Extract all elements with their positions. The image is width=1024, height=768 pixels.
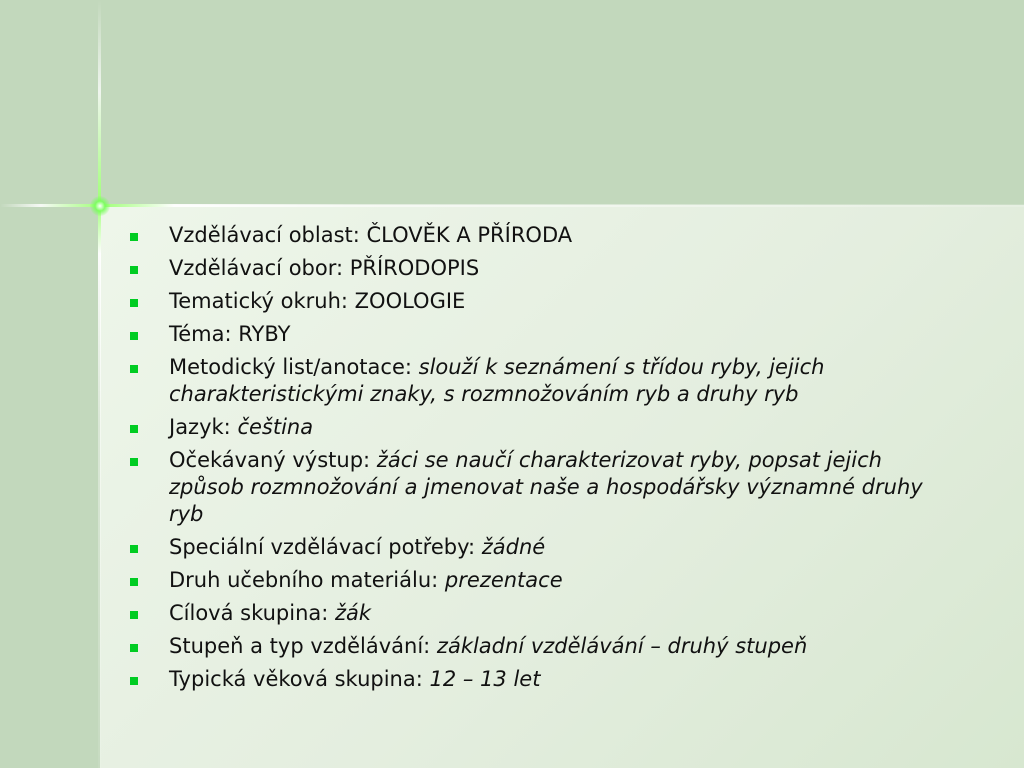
bullet-text [169, 255, 940, 282]
square-bullet-icon [130, 545, 138, 553]
bullet-label: Očekávaný výstup: [169, 448, 377, 472]
bullet-label: Metodický list/anotace: [169, 355, 419, 379]
bullet-text [169, 447, 940, 528]
bullet-item-jazyk [130, 414, 940, 441]
left-background-band [0, 205, 100, 768]
square-bullet-icon [130, 299, 138, 307]
bullet-label: Cílová skupina: [169, 601, 336, 625]
bullet-value: prezentace [444, 568, 563, 592]
square-bullet-icon [130, 611, 138, 619]
bullet-item-tematicky-okruh [130, 288, 940, 315]
bullet-value: žádné [481, 535, 546, 559]
bullet-item-stupen-typ [130, 633, 940, 660]
square-bullet-icon [130, 578, 138, 586]
bullet-text [169, 666, 940, 693]
bullet-label: Speciální vzdělávací potřeby: [169, 535, 482, 559]
bullet-value: 12 – 13 let [429, 667, 541, 691]
bullet-item-specialni-potreby [130, 534, 940, 561]
bullet-text [169, 354, 940, 408]
bullet-item-metodicky-list [130, 354, 940, 408]
bullet-label: Stupeň a typ vzdělávání: [169, 634, 437, 658]
bullet-label: Téma: RYBY [169, 322, 291, 346]
bullet-value: slouží k seznámení s třídou ryby, jejich charakteristickými znaky, s rozmnožováním ryb a druhy ryb [169, 355, 825, 406]
bullet-item-vekova-skupina [130, 666, 940, 693]
bullet-item-cilova-skupina [130, 600, 940, 627]
bullet-item-druh-materialu [130, 567, 940, 594]
bullet-text [169, 288, 940, 315]
square-bullet-icon [130, 332, 138, 340]
bullet-text [169, 600, 940, 627]
bullet-item-tema [130, 321, 940, 348]
top-background-band [0, 0, 1024, 205]
bullet-item-ocekavany-vystup [130, 447, 940, 528]
bullet-text [169, 534, 940, 561]
square-bullet-icon [130, 458, 138, 466]
square-bullet-icon [130, 644, 138, 652]
bullet-label: Typická věková skupina: [169, 667, 430, 691]
square-bullet-icon [130, 233, 138, 241]
bullet-value: žáci se naučí charakterizovat ryby, popsat jejich způsob rozmnožování a jmenovat naše a hospodářsky významné druhy ryb [169, 448, 923, 526]
bullet-label: Tematický okruh: ZOOLOGIE [169, 289, 466, 313]
square-bullet-icon [130, 266, 138, 274]
horizontal-sparkle-line [0, 204, 1024, 207]
bullet-item-vzdelavaci-obor [130, 255, 940, 282]
bullet-value: žák [335, 601, 372, 625]
bullet-text [169, 222, 940, 249]
bullet-label: Vzdělávací oblast: ČLOVĚK A PŘÍRODA [169, 223, 573, 247]
bullet-text [169, 633, 940, 660]
bullet-label: Vzdělávací obor: PŘÍRODOPIS [169, 256, 480, 280]
square-bullet-icon [130, 677, 138, 685]
bullet-label: Druh učebního materiálu: [169, 568, 445, 592]
bullet-text [169, 567, 940, 594]
vertical-sparkle-line [98, 0, 101, 768]
bullet-item-vzdelavaci-oblast [130, 222, 940, 249]
bullet-label: Jazyk: [169, 415, 238, 439]
bullet-value: základní vzdělávání – druhý stupeň [436, 634, 808, 658]
sparkle-star-icon [90, 196, 110, 216]
square-bullet-icon [130, 425, 138, 433]
bullet-text [169, 414, 940, 441]
slide-bullet-list [130, 222, 940, 699]
bullet-value: čeština [237, 415, 314, 439]
square-bullet-icon [130, 365, 138, 373]
bullet-text [169, 321, 940, 348]
